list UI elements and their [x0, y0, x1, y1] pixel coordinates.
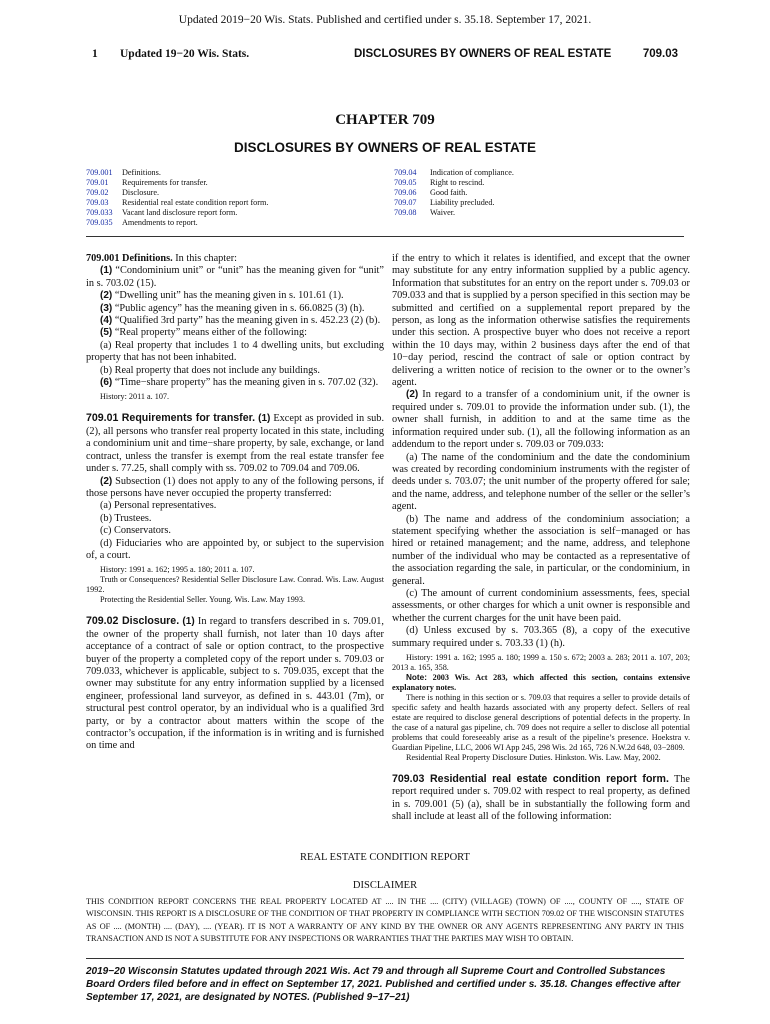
running-head-section: 709.03 [642, 48, 678, 60]
disclaimer-title: DISCLAIMER [352, 880, 418, 891]
annotation: There is nothing in this section or s. 709.03 that requires a seller to provide details of specific safety and health hazards associated with any property defect. Sellers of real estate are required to disclose general descriptions of potential defects in the property. In the case of a natural gas pipeline, ch. 709 does not require a seller to disclose all potential problems that could foreseeably arise as a result of the pipeline’s presence. Hoekstra v. Guardian Pipeline, LLC, 2006 WI App 245, 298 Wis. 2d 165, 726 N.W.2d 648, 03−2809. [392, 693, 690, 752]
section-709-03: 709.03 Residential real estate condition report form. The report required under s. 709.02 with respect to real property, as defined in s. 709.001 (5) (a), shall be in substantially the following form and shall include at least all of the following information: [392, 773, 690, 823]
paragraph: (b) Trustees. [100, 512, 152, 524]
report-title: REAL ESTATE CONDITION REPORT [300, 852, 470, 863]
chapter-number: CHAPTER 709 [335, 112, 435, 128]
paragraph: (4) “Qualified 3rd party” has the meaning given in s. 452.23 (2) (b). [100, 315, 381, 327]
toc-entry[interactable]: 709.07 Liability precluded. [394, 198, 495, 207]
paragraph: (b) Real property that does not include any buildings. [100, 364, 320, 376]
paragraph: (1) “Condominium unit” or “unit” has the meaning given for “unit” in s. 703.02 (15). [86, 265, 384, 289]
table-of-contents-right [394, 168, 514, 218]
history-note: History: 2011 a. 107. [100, 392, 170, 402]
footer-note: 2019−20 Wisconsin Statutes updated through 2021 Wis. Act 79 and through all Supreme Court and Controlled Substances Board Orders filed before and in effect on September 17, 2021. Published and certified under s. 35.18. Changes effective after September 17, 2021, are designated by NOTES. (Published 9−17−21) [86, 958, 684, 1004]
section-709-02: 709.02 Disclosure. (1) In regard to transfers described in s. 709.01, the owner of the property shall furnish, not later than 10 days after acceptance of a contract of sale or option contract, to the prospective buyer of the property a completed copy of the report under s. 709.03 or 709.033, whichever is applicable, subject to s. 709.035, except that the owner may substitute for any entry information supplied by a licensed engineer, professional land surveyor, as defined in s. 443.01 (7m), or structural pest control operator, by an individual who is a qualified 3rd party, or by a contractor about matters within the scope of the contractor’s occupation, if the information is in writing and is furnished on time and [86, 615, 384, 752]
paragraph: (a) Real property that includes 1 to 4 dwelling units, but excluding property that has not been inhabited. [86, 339, 384, 364]
paragraph: (3) “Public agency” has the meaning given in s. 66.0825 (3) (h). [100, 302, 365, 314]
reference-note: Protecting the Residential Seller. Young. Wis. Law. May 1993. [100, 595, 306, 605]
toc-entry[interactable]: 709.03 Residential real estate condition report form. [86, 198, 269, 207]
paragraph: (d) Unless excused by s. 703.365 (8), a copy of the executive summary required under s. 703.33 (1) (h). [392, 625, 690, 649]
paragraph: (a) Personal representatives. [100, 500, 217, 512]
toc-entry[interactable]: 709.04 Indication of compliance. [394, 168, 514, 177]
reference-note: Truth or Consequences? Residential Seller Disclosure Law. Conrad. Wis. Law. August 1992. [86, 575, 384, 595]
certification-stamp: Updated 2019−20 Wis. Stats. Published and certified under s. 35.18. September 17, 2021. [178, 14, 592, 26]
paragraph: (d) Fiduciaries who are appointed by, or subject to the supervision of, a court. [86, 537, 384, 561]
running-head-center: DISCLOSURES BY OWNERS OF REAL ESTATE [354, 48, 612, 60]
section-709-001: 709.001 Definitions. In this chapter: [86, 253, 238, 264]
reference-note: Residential Real Property Disclosure Duties. Hinkston. Wis. Law. May, 2002. [406, 753, 661, 762]
running-head [92, 48, 678, 64]
table-of-contents-left [86, 168, 268, 228]
toc-entry[interactable]: 709.06 Good faith. [394, 188, 468, 197]
toc-entry[interactable]: 709.033 Vacant land disclosure report form. [86, 208, 238, 217]
paragraph: (5) “Real property” means either of the following: [100, 327, 307, 339]
right-column [392, 253, 690, 824]
running-head-left: Updated 19−20 Wis. Stats. [120, 48, 250, 60]
section-heading: 709.001 Definitions. [86, 253, 173, 264]
history-note: History: 1991 a. 162; 1995 a. 180; 1999 a. 150 s. 672; 2003 a. 283; 2011 a. 107, 203; 2013 a. 165, 358. [392, 653, 690, 672]
page-number: 1 [92, 48, 98, 60]
paragraph: (2) In regard to a transfer of a condominium unit, if the owner is required under s. 709.01 to provide the information under sub. (1), the owner shall furnish, in addition to and at the same time as the information required under sub. (1), all the following information as an addendum to the report under s. 709.03 or 709.033: [392, 389, 691, 451]
section-heading: 709.03 Residential real estate condition report form. [392, 773, 669, 785]
disclaimer-text: THIS CONDITION REPORT CONCERNS THE REAL PROPERTY LOCATED AT .... IN THE .... (CITY) (VILLAGE) (TOWN) OF ...., COUNTY OF ...., STATE OF WISCONSIN. THIS REPORT IS A DISCLOSURE OF THE CONDITION OF THAT PROPERTY IN COMPLIANCE WITH SECTION 709.02 OF THE WISCONSIN STATUTES AS OF .... (MONTH) .... (DAY), .... (YEAR). IT IS NOT A WARRANTY OF ANY KIND BY THE OWNER OR ANY AGENTS REPRESENTING ANY PARTY IN THIS TRANSACTION AND IS NOT A SUBSTITUTE FOR ANY INSPECTIONS OR WARRANTIES THAT THE PARTIES MAY WISH TO OBTAIN. [86, 897, 684, 943]
toc-entry[interactable]: 709.02 Disclosure. [86, 188, 160, 197]
chapter-title: DISCLOSURES BY OWNERS OF REAL ESTATE [233, 140, 537, 155]
section-heading: 709.02 Disclosure. [86, 615, 180, 628]
section-heading: 709.01 Requirements for transfer. [86, 412, 256, 425]
paragraph: (a) The name of the condominium and the date the condominium was created by recording condominium instruments with the register of deeds under s. 703.07; the unit number of the property offered for sale; and the name, address, and telephone number of the seller or the seller’s agent. [392, 451, 690, 513]
left-column [86, 253, 384, 753]
paragraph: (b) The name and address of the condominium association; a statement specifying whether the association is self−managed or has hired or retained management; and the name, address, and telephone number of the individual who may be contacted as a representative of the association regarding the sale, in particular, or the condominium, in general. [392, 513, 690, 587]
paragraph: if the entry to which it relates is identified, and except that the owner may substitute for any entry information supplied by a public agency. Information that substitutes for an entry on the report under s. 709.03 or 709.033 and that is supplied by a person specified in this section may be submitted and certified on a supplemental report prepared by the person, as long as the information otherwise satisfies the requirements under this section. A prospective buyer who does not receive a report within the 10 days may, within 2 business days after the end of that 10−day period, rescind the contract of sale or option contract by delivering a written notice of recision to the owner or to the owner’s agent. [392, 253, 690, 389]
toc-entry[interactable]: 709.035 Amendments to report. [86, 218, 198, 227]
paragraph: (2) “Dwelling unit” has the meaning given in s. 101.61 (1). [100, 290, 344, 302]
divider [86, 236, 684, 237]
paragraph: (c) The amount of current condominium assessments, fees, special assessments, or other charges for which a unit owner is responsible and whether the current charges for the unit have been paid. [392, 587, 690, 624]
toc-entry[interactable]: 709.05 Right to rescind. [394, 178, 485, 187]
toc-entry[interactable]: 709.08 Waiver. [394, 208, 456, 217]
section-709-01: 709.01 Requirements for transfer. (1) Except as provided in sub. (2), all persons who transfer real property located in this state, including a condominium unit and time−share property, by sale, exchange, or land contract, unless the transfer is exempt from the real estate transfer fee under s. 77.25, shall comply with ss. 709.02 to 709.04 and 709.06. [86, 412, 385, 475]
paragraph: (c) Conservators. [100, 525, 171, 537]
toc-entry[interactable]: 709.01 Requirements for transfer. [86, 178, 208, 187]
paragraph: (6) “Time−share property” has the meaning given in s. 707.02 (32). [100, 377, 379, 389]
paragraph: (2) Subsection (1) does not apply to any of the following persons, if those persons have never occupied the property transferred: [86, 475, 384, 499]
toc-entry[interactable]: 709.001 Definitions. [86, 168, 161, 177]
explanatory-note: Note: 2003 Wis. Act 283, which affected this section, contains extensive explanatory notes. [392, 673, 691, 692]
history-note: History: 1991 a. 162; 1995 a. 180; 2011 a. 107. [100, 565, 255, 575]
